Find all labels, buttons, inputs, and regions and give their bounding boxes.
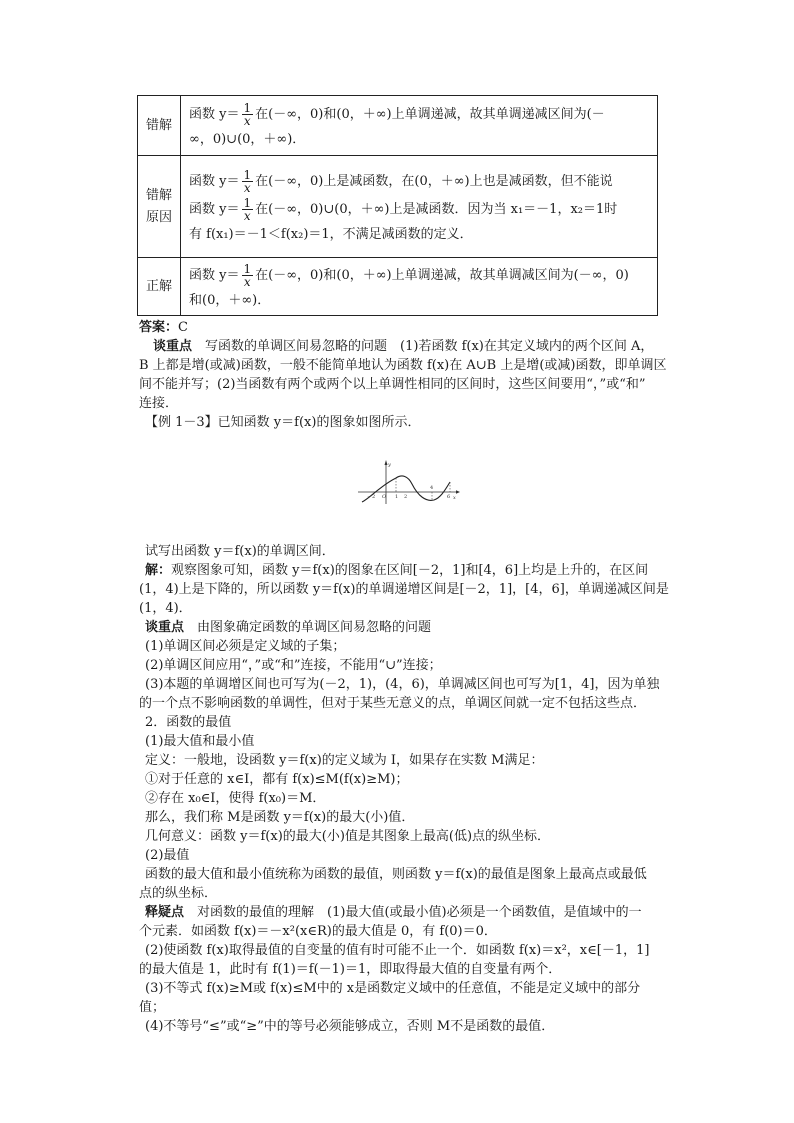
doubt-line: (4)不等号“≤”或“≥”中的等号必须能够成立，否则 M不是函数的最值． — [145, 1019, 555, 1034]
row-head: 正解 — [138, 258, 181, 316]
focus-heading: 谈重点 由图象确定函数的单调区间易忽略的问题 — [145, 620, 432, 635]
tick-label: 4 — [430, 485, 434, 491]
doubt-line: 的最大值是 1，此时有 f(1)＝f(－1)＝1，即取得最大值的自变量有两个． — [139, 962, 562, 977]
example-heading: 【例 1－3】已知函数 y＝f(x)的图象如图所示． — [145, 415, 421, 430]
focus-label: 谈重点 — [153, 339, 193, 354]
table-line: 和(0，＋∞)． — [189, 292, 271, 308]
focus-paragraph-line: 连接． — [139, 396, 179, 411]
doubt-line: 个元素．如函数 f(x)＝－x²(x∈R)的最大值是 0，有 f(0)＝0． — [139, 924, 497, 939]
table-line: 有 f(x₁)＝－1＜f(x₂)＝1，不满足减函数的定义． — [189, 226, 473, 242]
focus-item: (3)本题的单调增区间也可写为(－2，1)，(4，6)，单调减区间也可写为[1，4]，因为单独 — [145, 677, 660, 692]
tick-label: 2 — [404, 494, 408, 500]
row-head: 错解 原因 — [138, 156, 181, 258]
table-line: 函数 y＝ $\frac{1}{x}$ 在(－∞，0)上是减函数，在(0，＋∞)上也是减函数，但不能说 — [189, 168, 613, 195]
x-axis-arrow-icon — [456, 490, 460, 493]
table-line: 函数 y＝ $\frac{1}{x}$ 在(－∞，0)和(0，＋∞)上单调递减，故其单调递减区间为(－ — [189, 101, 605, 128]
focus-item: (2)单调区间应用“，”或“和”连接，不能用“∪”连接； — [145, 658, 442, 673]
focus-item: (1)单调区间必须是定义域的子集； — [145, 639, 346, 654]
focus-paragraph-line: 谈重点 写函数的单调区间易忽略的问题 (1)若函数 f(x)在其定义域内的两个区间 A， — [153, 339, 654, 354]
doubt-heading: 释疑点 对函数的最值的理解 (1)最大值(或最小值)必须是一个函数值，是值域中的一 — [145, 905, 642, 920]
y-axis-label: y — [388, 462, 391, 468]
fraction: $\frac{1}{x}$ — [243, 262, 252, 289]
table-row-correct-solution — [138, 258, 658, 316]
table-row-error-reason — [138, 156, 658, 258]
subsection-title: (1)最大值和最小值 — [145, 734, 255, 749]
table-line: ∞，0)∪(0，＋∞)． — [189, 131, 306, 147]
solution-line: (1，4)上是下降的，所以函数 y＝f(x)的单调递增区间是[－2，1]，[4，6]，单调递减区间是 — [139, 582, 669, 597]
doubt-line: (3)不等式 f(x)≥M或 f(x)≤M中的 x是函数定义域中的任意值，不能是定义域中的部分 — [145, 981, 641, 996]
row-head: 错解 — [138, 96, 181, 156]
doubt-line: 值； — [139, 1000, 166, 1015]
function-graph — [356, 458, 460, 506]
section-title: 2．函数的最值 — [145, 715, 232, 730]
subsection-title: (2)最值 — [145, 848, 190, 863]
definition-text: 定义：一般地，设函数 y＝f(x)的定义域为 I，如果存在实数 M满足： — [145, 753, 544, 768]
geometric-meaning: 几何意义：函数 y＝f(x)的最大(小)值是其图象上最高(低)点的纵坐标． — [145, 829, 551, 844]
focus-paragraph-line: B 上都是增(或减)函数，一般不能简单地认为函数 f(x)在 A∪B 上是增(或减)函数，即单调区 — [139, 358, 667, 373]
x-axis-label: x — [453, 495, 456, 501]
tick-label: 6 — [447, 494, 451, 500]
solution-line: 解：观察图象可知，函数 y＝f(x)的图象在区间[－2，1]和[4，6]上均是上升的，在区间 — [145, 563, 649, 578]
paragraph-line: 点的纵坐标． — [139, 886, 218, 901]
error-analysis-table — [137, 95, 658, 316]
fraction: $\frac{1}{x}$ — [243, 101, 252, 128]
focus-paragraph-line: 间不能并写；(2)当函数有两个或两个以上单调性相同的区间时，这些区间要用“，”或“和” — [139, 377, 646, 392]
table-line: 函数 y＝ $\frac{1}{x}$ 在(－∞，0)和(0，＋∞)上单调递减，故其单调减区间为(－∞，0) — [189, 262, 629, 289]
table-line: 函数 y＝ $\frac{1}{x}$ 在(－∞，0)∪(0，＋∞)上是减函数．因为当 x₁＝－1，x₂＝1时 — [189, 196, 618, 223]
tick-label: －2 — [367, 494, 376, 500]
question-text: 试写出函数 y＝f(x)的单调区间． — [145, 544, 335, 559]
condition-item: ②存在 x₀∈I，使得 f(x₀)＝M． — [145, 791, 326, 806]
condition-item: ①对于任意的 x∈I，都有 f(x)≤M(f(x)≥M)； — [145, 772, 409, 787]
answer-line: 答案：C — [139, 320, 188, 335]
fraction: $\frac{1}{x}$ — [243, 196, 252, 223]
origin-label: O — [382, 494, 387, 500]
doubt-line: (2)使函数 f(x)取得最值的自变量的值有时可能不止一个．如函数 f(x)＝x²，x∈[－1，1] — [145, 943, 650, 958]
tick-label: 1 — [395, 494, 399, 500]
solution-line: (1，4)． — [139, 601, 192, 616]
focus-item: 的一个点不影响函数的单调性，但对于某些无意义的点，单调区间就一定不包括这些点． — [139, 696, 647, 711]
table-row-wrong-solution — [138, 96, 658, 156]
paragraph-line: 函数的最大值和最小值统称为函数的最值，则函数 y＝f(x)的最值是图象上最高点或最低 — [145, 867, 647, 882]
definition-text: 那么，我们称 M是函数 y＝f(x)的最大(小)值． — [145, 810, 415, 825]
fraction: $\frac{1}{x}$ — [243, 168, 252, 195]
